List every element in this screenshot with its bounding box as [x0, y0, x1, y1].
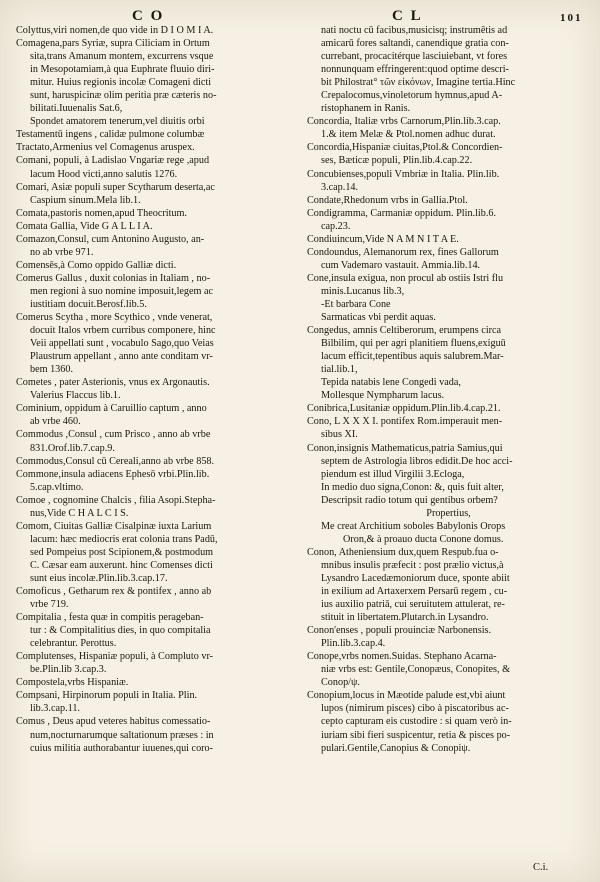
text-line: celebrantur. Perottus.	[30, 638, 117, 650]
text-line: septem de Astrologia libros edidit.De hoc acci-	[321, 455, 513, 467]
text-line: Plin.lib.3.cap.4.	[321, 638, 386, 650]
text-line: be.Plin.lib 3.cap.3.	[30, 664, 107, 676]
text-line: Cono, L X X X I. pontifex Rom.imperauit men-	[307, 416, 503, 428]
text-line: Complutenses, Hispaniæ populi, à Compluto vr-	[16, 651, 214, 663]
text-line: Concubienses,populi Vmbriæ in Italia. Plin.lib.	[307, 168, 500, 180]
text-line: 831.Orof.lib.7.cap.9.	[30, 442, 115, 454]
text-line: Comagena,pars Syriæ, supra Ciliciam in Ortum	[16, 38, 210, 50]
verse-line: Sarmaticas vbi perdit aquas.	[321, 312, 436, 324]
verse-line: Oron,& à proauo ducta Conone domus.	[343, 533, 504, 545]
text-line: Conon'enses , populi prouinciæ Narbonensis.	[307, 625, 492, 637]
text-line: Bilbilim, qui per agri planitiem fluens,exiguū	[321, 338, 506, 350]
text-line: Comoe , cognomine Chalcis , filia Asopi.Stepha-	[16, 494, 216, 506]
text-line: ab vrbe 460.	[30, 416, 81, 428]
text-line: cepto capturam eis custodire : si quam verò in-	[321, 716, 512, 728]
text-line: Comus , Deus apud veteres habitus comessatio-	[16, 716, 211, 728]
verse-line: Testamentū ingens , calidæ pulmone columbæ	[16, 129, 205, 141]
text-line: in Mesopotamiam,à qua Euphrate fluuio diri-	[30, 64, 215, 76]
text-line: docuit Italos vrbem curribus componere, hinc	[30, 325, 216, 337]
text-line: iuriam sibi fieri suspicentur, retia & pisces po-	[321, 729, 511, 741]
text-line: Colyttus,viri nomen,de quo vide in D I O M I A.	[16, 25, 214, 36]
verse-line: Tepida natabis lene Congedi vada,	[321, 377, 461, 389]
text-line: Cominium, oppidum à Caruillio captum , anno	[16, 403, 207, 415]
verse-line: Descripsit radio totum qui gentibus orbem?	[321, 494, 498, 506]
text-line: Compostela,vrbs Hispaniæ.	[16, 677, 129, 689]
text-line: tur : & Compitalitius dies, in quo compitalia	[30, 625, 211, 637]
text-line: Comom, Ciuitas Galliæ Cisalpinæ iuxta Larium	[16, 520, 212, 532]
text-line: Lysandro Lacedæmoniorum duce, sponte abiit	[321, 572, 510, 584]
header-left: C O	[132, 8, 165, 24]
right-column	[307, 24, 590, 755]
text-line: bit Philostrat° τῶν εἰκόνων, Imagine tertia.Hinc	[321, 77, 516, 89]
text-line: num,nocturnarumque saltationum præses : in	[30, 729, 214, 741]
text-line: Comari, Asiæ populi super Scytharum deserta,ac	[16, 181, 215, 193]
text-line: Compitalia , festa quæ in compitis perageban-	[16, 612, 204, 624]
text-line: nonnunquam effringerent:quod optime descri-	[321, 64, 509, 76]
text-line: Concordia, Italiæ vrbs Carnorum,Plin.lib.3.cap.	[307, 116, 501, 128]
text-line: niæ vrbs est: Gentile,Conopæus, Conopites, &	[321, 664, 511, 676]
text-line: no ab vrbe 971.	[30, 246, 94, 258]
catchword: C.i.	[533, 862, 549, 873]
text-line: minis.Lucanus lib.3,	[321, 285, 405, 297]
text-line: Conon,insignis Mathematicus,patria Samius,qui	[307, 442, 503, 454]
text-line: nus,Vide C H A L C I S.	[30, 507, 129, 519]
verse-line: Mollesque Nympharum lacus.	[321, 390, 445, 402]
verse-author: Propertius,	[426, 507, 471, 519]
text-line: Comazon,Consul, cum Antonino Augusto, an-	[16, 233, 205, 245]
text-line: Veii appellati sunt , vocabulo Sago,quo Veias	[30, 338, 214, 350]
text-line: Comerus Gallus , duxit colonias in Italiam , no-	[16, 272, 211, 284]
text-line: Comata,pastoris nomen,apud Theocritum.	[16, 207, 187, 219]
text-line: ristophanem in Ranis.	[321, 103, 411, 115]
text-line: Compsani, Hirpinorum populi in Italia. Plin.	[16, 690, 198, 702]
text-line: lupos (nimirum pisces) cibo à piscatoribus ac-	[321, 703, 509, 715]
text-line: Conibrica,Lusitaniæ oppidum.Plin.lib.4.cap.21.	[307, 403, 501, 415]
text-line: ius auxilio patriā, cui seruitutem attulerat, re-	[321, 599, 505, 611]
text-line: 5.cap.vltimo.	[30, 481, 84, 493]
text-line: sunt eius incolæ.Plin.lib.3.cap.17.	[30, 572, 168, 584]
verse-line: -Et barbara Cone	[321, 298, 391, 310]
text-line: vrbe 719.	[30, 599, 69, 611]
text-line: Plaustrum appellant , anno ante conditam vr-	[30, 351, 213, 363]
text-line: lacum Hood victi,anno salutis 1276.	[30, 168, 178, 180]
text-line: Condiuincum,Vide N A M N I T A E.	[307, 233, 459, 245]
text-line: Cone,insula exigua, non procul ab ostiis Istri flu	[307, 272, 504, 284]
text-line: Commodus ,Consul , cum Prisco , anno ab vrbe	[16, 429, 211, 441]
text-line: in exilium ad Artaxerxem Persarū regem , cu-	[321, 586, 508, 598]
text-line: Commone,insula adiacens Ephesō vrbi.Plin.lib.	[16, 468, 210, 480]
text-line: Conope,vrbs nomen.Suidas. Stephano Acarna-	[307, 651, 497, 663]
verse-line: Me creat Architium soboles Babylonis Orops	[321, 520, 506, 532]
text-line: 3.cap.14.	[321, 181, 359, 193]
page-number: 101	[560, 12, 583, 24]
text-line: 1.& item Melæ & Ptol.nomen adhuc durat.	[321, 129, 496, 141]
text-line: amicarū fores saltandi, canendique gratia con-	[321, 38, 509, 50]
text-line: Comata Gallia, Vide G A L L I A.	[16, 220, 153, 232]
text-line: sed Pompeius post Scipionem,& postmodum	[30, 546, 214, 558]
text-line: cap.23.	[321, 220, 351, 232]
text-line: sita,trans Amanum montem, excurrens vsque	[30, 51, 214, 63]
text-line: Conopium,locus in Mæotide palude est,vbi aiunt	[307, 690, 506, 702]
text-line: Conon, Atheniensium dux,quem Respub.fua o-	[307, 546, 499, 558]
verse-line: Tractato,Armenius vel Comagenus aruspex.	[16, 142, 195, 154]
text-line: bem 1360.	[30, 364, 74, 376]
text-line: Comensēs,à Como oppido Galliæ dicti.	[16, 259, 177, 271]
text-line: bilitati.Iuuenalis Sat.6,	[30, 103, 123, 115]
text-line: Condigramma, Carmaniæ oppidum. Plin.lib.6.	[307, 207, 497, 219]
text-line: Condoundus, Alemanorum rex, fines Gallorum	[307, 246, 499, 258]
text-line: Comani, populi, à Ladislao Vngariæ rege ,apud	[16, 155, 210, 167]
text-line: pulari.Gentile,Canopius & Conopiψ.	[321, 742, 471, 754]
text-line: sunt, haruspicinæ olim peritia præ cæteris no-	[30, 90, 217, 102]
text-line: Comerus Scytha , more Scythico , vnde venerat,	[16, 312, 213, 324]
text-line: nati noctu cū facibus,musicisq; instrumētis ad	[321, 25, 508, 36]
text-line: C. Cæsar eam auxerunt. hinc Comenses dicti	[30, 559, 213, 571]
text-line: iustitiam docuit.Berosf.lib.5.	[30, 298, 147, 310]
text-line: mitur. Huius regionis incolæ Comageni dicti	[30, 77, 212, 89]
text-line: Congedus, amnis Celtiberorum, erumpens circa	[307, 325, 502, 337]
text-line: Condate,Rhedonum vrbs in Gallia.Ptol.	[307, 194, 468, 206]
text-line: lacum: hæc mediocris erat colonia trans Padū,	[30, 533, 218, 545]
text-line: lacum efficit,tepentibus aquis salubrem.Mar-	[321, 351, 504, 363]
text-line: Comoficus , Getharum rex & pontifex , anno ab	[16, 586, 212, 598]
verse-line: Spondet amatorem tenerum,vel diuitis orbi	[30, 116, 205, 128]
text-line: Cometes , pater Asterionis, vnus ex Argonautis.	[16, 377, 210, 389]
left-column	[16, 24, 303, 755]
text-line: Concordia,Hispaniæ ciuitas,Ptol.& Concordien-	[307, 142, 503, 154]
text-line: Caspium sinum.Mela lib.1.	[30, 194, 141, 206]
text-line: currebant, procacitérque lasciuiebant, vt fores	[321, 51, 508, 63]
text-line: piendum est illud Virgilii 3.Ecloga,	[321, 468, 465, 480]
text-line: mnibus insulis præfecit : post prælio victus,à	[321, 559, 504, 571]
text-line: Commodus,Consul cū Cereali,anno ab vrbe 858.	[16, 455, 215, 467]
text-line: Valerius Flaccus lib.1.	[30, 390, 121, 402]
text-line: Conop/ψ.	[321, 677, 360, 689]
text-line: ses, Bæticæ populi, Plin.lib.4.cap.22.	[321, 155, 473, 167]
header-right: C L	[392, 8, 423, 24]
text-line: lib.3.cap.11.	[30, 703, 80, 715]
text-line: men regioni à suo nomine imposuit,legem ac	[30, 285, 214, 297]
text-line: tial.lib.1,	[321, 364, 358, 376]
text-line: cum Vademaro vastauit. Ammia.lib.14.	[321, 259, 481, 271]
text-line: stituit in libertatem.Plutarch.in Lysandro.	[321, 612, 489, 624]
text-line: Crepalocomus,vinoletorum hymnus,apud A-	[321, 90, 503, 102]
text-line: cuius militia authorabantur iuuenes,qui coro-	[30, 742, 214, 754]
text-line: sibus XI.	[321, 429, 358, 441]
verse-line: In medio duo signa,Conon: &, quis fuit alter,	[321, 481, 504, 493]
